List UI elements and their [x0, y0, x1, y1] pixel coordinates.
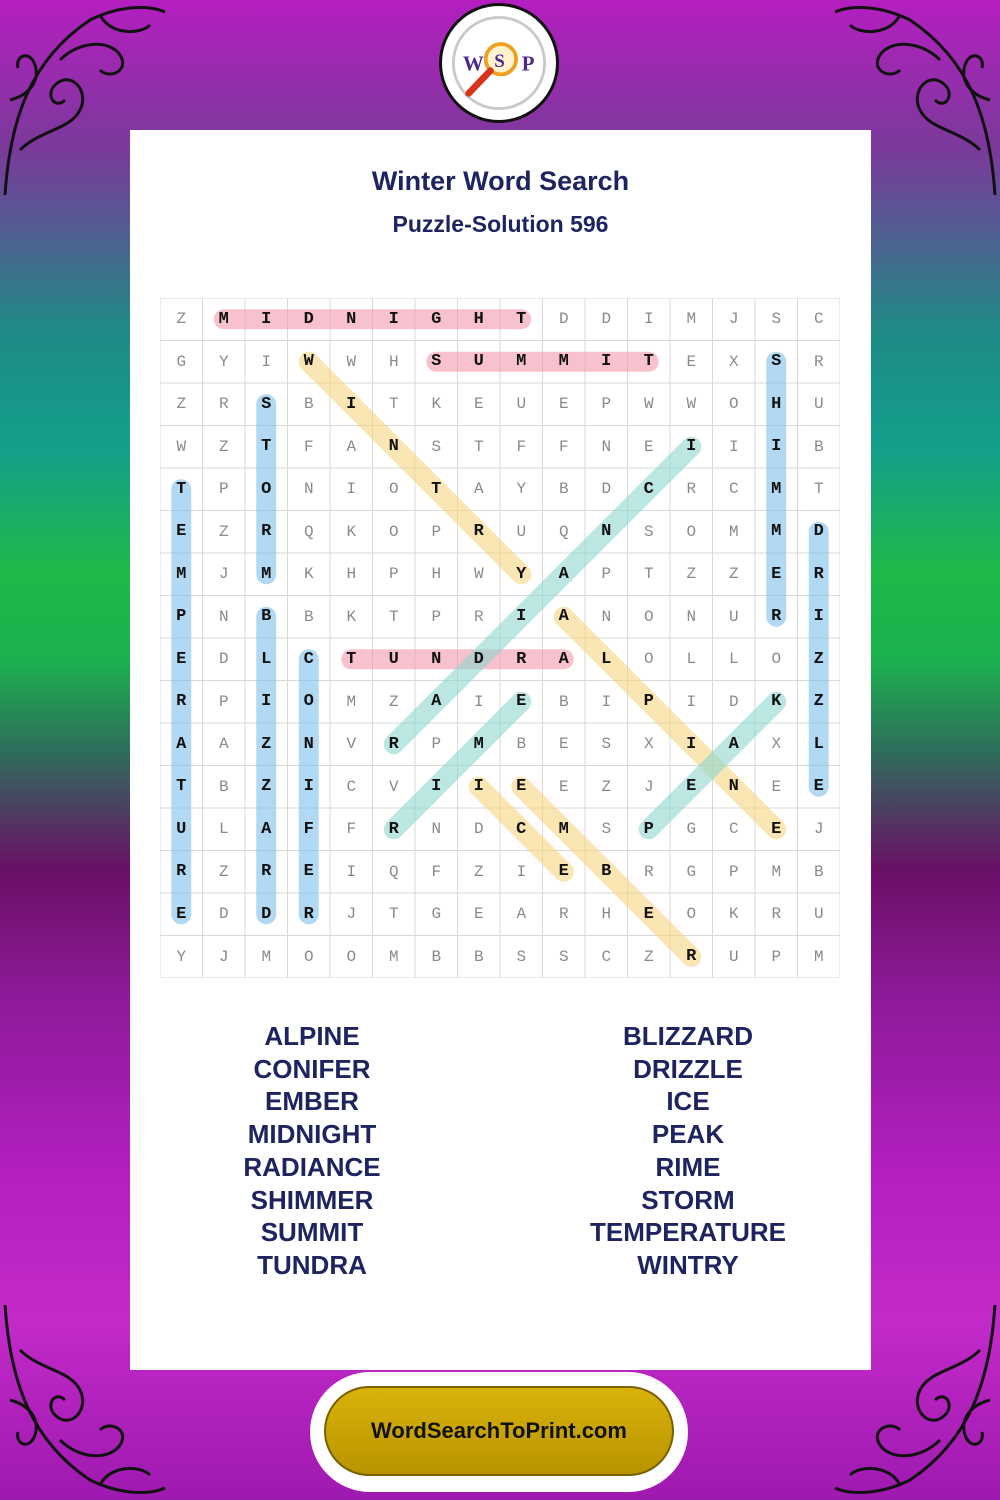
grid-letter[interactable]: Z [728, 565, 739, 584]
grid-letter[interactable]: C [813, 310, 824, 329]
grid-letter[interactable]: B [813, 437, 824, 456]
grid-letter[interactable]: R [473, 607, 484, 626]
grid-letter[interactable]: F [346, 820, 357, 839]
grid-letter[interactable]: E [558, 735, 569, 754]
grid-letter[interactable]: D [218, 905, 229, 924]
grid-letter[interactable]: I [601, 352, 612, 372]
grid-letter[interactable]: I [261, 692, 272, 712]
grid-letter[interactable]: P [728, 862, 739, 881]
grid-letter[interactable]: C [601, 947, 612, 966]
grid-letter[interactable]: X [771, 735, 782, 754]
grid-letter[interactable]: K [771, 692, 782, 712]
grid-letter[interactable]: N [303, 734, 314, 754]
grid-letter[interactable]: E [643, 904, 654, 924]
grid-letter[interactable]: P [601, 565, 612, 584]
grid-letter[interactable]: Y [218, 352, 229, 371]
grid-letter[interactable]: B [261, 607, 272, 627]
grid-letter[interactable]: O [686, 522, 697, 541]
grid-letter[interactable]: R [473, 522, 484, 542]
grid-letter[interactable]: D [473, 649, 484, 669]
grid-letter[interactable]: N [728, 777, 739, 797]
grid-letter[interactable]: H [431, 565, 442, 584]
grid-letter[interactable]: M [728, 522, 739, 541]
grid-letter[interactable]: K [346, 522, 357, 541]
grid-letter[interactable]: Z [261, 734, 272, 754]
word-list-item: RADIANCE [243, 1151, 381, 1182]
word-list-item: SHIMMER [250, 1184, 374, 1215]
grid-letter[interactable]: M [346, 692, 357, 711]
grid-letter[interactable]: H [601, 905, 612, 924]
grid-letter[interactable]: D [218, 650, 229, 669]
grid-letter[interactable]: P [218, 692, 229, 711]
grid-letter[interactable]: M [261, 947, 272, 966]
word-list-item: CONIFER [253, 1053, 371, 1084]
grid-letter[interactable]: S [643, 522, 654, 541]
grid-letter[interactable]: W [473, 565, 484, 584]
grid-letter[interactable]: Y [516, 564, 527, 584]
grid-letter[interactable]: T [643, 352, 654, 372]
grid-letter[interactable]: H [346, 565, 357, 584]
grid-letter[interactable]: X [643, 735, 654, 754]
grid-letter[interactable]: A [728, 734, 739, 754]
grid-letter[interactable]: M [558, 352, 569, 372]
grid-letter[interactable]: Z [218, 862, 229, 881]
grid-letter[interactable]: S [516, 947, 527, 966]
grid-letter[interactable]: T [176, 479, 187, 499]
grid-letter[interactable]: S [431, 437, 442, 456]
grid-letter[interactable]: R [813, 352, 824, 371]
puzzle-card [130, 130, 871, 1370]
word-list-item: RIME [655, 1151, 721, 1182]
grid-cells [160, 298, 840, 978]
grid-letter[interactable]: B [218, 777, 229, 796]
grid-letter[interactable]: D [558, 310, 569, 329]
word-list-left [162, 1020, 462, 1282]
grid-letter[interactable]: J [346, 905, 357, 924]
grid-letter[interactable]: Q [388, 862, 399, 881]
grid-letter[interactable]: C [346, 777, 357, 796]
grid-letter[interactable]: Z [218, 522, 229, 541]
grid-letter[interactable]: U [473, 352, 484, 372]
grid-letter[interactable]: T [388, 395, 399, 414]
grid-letter[interactable]: C [516, 819, 527, 839]
grid-letter[interactable]: R [516, 649, 527, 669]
grid-letter[interactable]: W [346, 352, 357, 371]
grid-letter[interactable]: I [473, 777, 484, 797]
grid-letter[interactable]: I [346, 862, 357, 881]
grid-letter[interactable]: W [686, 395, 697, 414]
grid-letter[interactable]: E [686, 352, 697, 371]
grid-letter[interactable]: A [558, 649, 569, 669]
grid-letter[interactable]: E [176, 522, 187, 542]
word-list-item: EMBER [265, 1086, 359, 1117]
grid-letter[interactable]: E [176, 904, 187, 924]
grid-letter[interactable]: Z [813, 692, 824, 712]
grid-letter[interactable]: M [261, 564, 272, 584]
grid-letter[interactable]: N [388, 437, 399, 457]
word-list-item: ALPINE [264, 1021, 360, 1051]
grid-letter[interactable]: U [176, 819, 187, 839]
logo-letter-w: W [462, 51, 484, 76]
grid-letter[interactable]: M [558, 819, 569, 839]
grid-letter[interactable]: U [813, 905, 824, 924]
grid-letter[interactable]: C [728, 480, 739, 499]
grid-letter[interactable]: P [601, 395, 612, 414]
grid-letter[interactable]: U [813, 395, 824, 414]
grid-letter[interactable]: F [303, 819, 314, 839]
grid-letter[interactable]: E [516, 777, 527, 797]
grid-letter[interactable]: R [176, 862, 187, 882]
grid-letter[interactable]: O [643, 607, 654, 626]
grid-letter[interactable]: O [771, 650, 782, 669]
grid-letter[interactable]: Z [261, 777, 272, 797]
word-list-item: WINTRY [637, 1249, 739, 1280]
grid-letter[interactable]: I [261, 352, 272, 371]
puzzle-title: Winter Word Search [371, 166, 630, 196]
grid-letter[interactable]: R [558, 905, 569, 924]
grid-letter[interactable]: G [176, 352, 187, 371]
grid-letter[interactable]: Z [176, 395, 187, 414]
grid-letter[interactable]: T [813, 480, 824, 499]
grid-letter[interactable]: I [431, 777, 442, 797]
grid-letter[interactable]: A [431, 692, 442, 712]
grid-letter[interactable]: N [346, 309, 357, 329]
footer-badge [310, 1372, 688, 1492]
grid-letter[interactable]: E [813, 777, 824, 797]
grid-letter[interactable]: U [516, 522, 527, 541]
grid-letter[interactable]: F [516, 437, 527, 456]
grid-letter[interactable]: I [303, 777, 314, 797]
grid-letter[interactable]: B [558, 692, 569, 711]
grid-letter[interactable]: D [813, 522, 824, 542]
grid-letter[interactable]: R [261, 862, 272, 882]
grid-letter[interactable]: Q [558, 522, 569, 541]
grid-letter[interactable]: P [176, 607, 187, 627]
grid-letter[interactable]: G [431, 905, 442, 924]
grid-letter[interactable]: R [388, 819, 399, 839]
grid-letter[interactable]: M [771, 479, 782, 499]
grid-letter[interactable]: Y [176, 947, 187, 966]
grid-letter[interactable]: A [558, 607, 569, 627]
grid-letter[interactable]: Z [686, 565, 697, 584]
grid-letter[interactable]: D [303, 309, 314, 329]
grid-letter[interactable]: H [771, 394, 782, 414]
grid-letter[interactable]: U [388, 649, 399, 669]
grid-letter[interactable]: I [728, 437, 739, 456]
grid-letter[interactable]: O [728, 395, 739, 414]
grid-letter[interactable]: A [261, 819, 272, 839]
grid-letter[interactable]: O [303, 947, 314, 966]
grid-letter[interactable]: T [388, 905, 399, 924]
grid-letter[interactable]: I [686, 692, 697, 711]
grid-letter[interactable]: B [473, 947, 484, 966]
grid-letter[interactable]: W [176, 437, 187, 456]
grid-letter[interactable]: R [813, 564, 824, 584]
logo-letter-p: P [521, 51, 535, 76]
grid-letter[interactable]: I [686, 437, 697, 457]
grid-letter[interactable]: T [388, 607, 399, 626]
grid-letter[interactable]: R [686, 480, 697, 499]
grid-letter[interactable]: E [771, 777, 782, 796]
grid-letter[interactable]: T [431, 479, 442, 499]
grid-letter[interactable]: C [643, 479, 654, 499]
grid-letter[interactable]: A [218, 735, 229, 754]
grid-letter[interactable]: Z [643, 947, 654, 966]
grid-letter[interactable]: P [388, 565, 399, 584]
grid-letter[interactable]: E [771, 564, 782, 584]
grid-letter[interactable]: P [643, 819, 654, 839]
grid-letter[interactable]: O [643, 650, 654, 669]
grid-letter[interactable]: C [728, 820, 739, 839]
grid-letter[interactable]: F [303, 437, 314, 456]
logo-letter-s: S [494, 50, 505, 72]
grid-letter[interactable]: M [516, 352, 527, 372]
grid-letter[interactable]: M [771, 522, 782, 542]
grid-letter[interactable]: R [176, 692, 187, 712]
grid-letter[interactable]: I [261, 309, 272, 329]
grid-letter[interactable]: V [388, 777, 399, 796]
grid-letter[interactable]: D [261, 904, 272, 924]
grid-letter[interactable]: B [303, 395, 314, 414]
grid-letter[interactable]: J [218, 565, 229, 584]
grid-letter[interactable]: E [473, 395, 484, 414]
grid-letter[interactable]: N [431, 820, 442, 839]
grid-letter[interactable]: B [303, 607, 314, 626]
grid-letter[interactable]: W [303, 352, 314, 372]
grid-letter[interactable]: T [346, 649, 357, 669]
grid-letter[interactable]: R [771, 905, 782, 924]
grid-letter[interactable]: I [643, 310, 654, 329]
grid-letter[interactable]: L [686, 650, 697, 669]
grid-letter[interactable]: K [728, 905, 739, 924]
grid-letter[interactable]: L [218, 820, 229, 839]
grid-letter[interactable]: N [431, 649, 442, 669]
grid-letter[interactable]: P [431, 607, 442, 626]
grid-letter[interactable]: Z [388, 692, 399, 711]
word-list-item: MIDNIGHT [247, 1119, 377, 1150]
grid-letter[interactable]: Z [601, 777, 612, 796]
grid-letter[interactable]: J [813, 820, 824, 839]
grid-letter[interactable]: J [218, 947, 229, 966]
grid-letter[interactable]: S [558, 947, 569, 966]
grid-letter[interactable]: A [516, 905, 527, 924]
grid-letter[interactable]: P [218, 480, 229, 499]
grid-letter[interactable]: I [601, 692, 612, 711]
grid-letter[interactable]: N [601, 522, 612, 542]
grid-letter[interactable]: G [686, 862, 697, 881]
grid-letter[interactable]: D [473, 820, 484, 839]
grid-letter[interactable]: Z [176, 310, 187, 329]
word-list-item: ICE [666, 1086, 710, 1117]
grid-letter[interactable]: S [601, 735, 612, 754]
grid-letter[interactable]: U [728, 607, 739, 626]
word-list-right [538, 1020, 838, 1282]
grid-letter[interactable]: R [771, 607, 782, 627]
grid-letter[interactable]: D [601, 310, 612, 329]
grid-letter[interactable]: R [686, 947, 697, 967]
grid-letter[interactable]: T [516, 309, 527, 329]
grid-letter[interactable]: A [558, 564, 569, 584]
grid-letter[interactable]: N [601, 607, 612, 626]
grid-letter[interactable]: M [388, 947, 399, 966]
grid-letter[interactable]: U [728, 947, 739, 966]
grid-letter[interactable]: E [686, 777, 697, 797]
grid-letter[interactable]: O [388, 522, 399, 541]
grid-letter[interactable]: P [771, 947, 782, 966]
grid-letter[interactable]: I [516, 607, 527, 627]
word-list-item: BLIZZARD [623, 1021, 753, 1051]
grid-letter[interactable]: M [218, 309, 229, 329]
grid-letter[interactable]: J [728, 310, 739, 329]
grid-letter[interactable]: I [686, 734, 697, 754]
grid-letter[interactable]: G [431, 309, 442, 329]
grid-letter[interactable]: M [771, 862, 782, 881]
grid-letter[interactable]: K [303, 565, 314, 584]
grid-letter[interactable]: C [303, 649, 314, 669]
grid-letter[interactable]: E [643, 437, 654, 456]
grid-letter[interactable]: E [558, 395, 569, 414]
grid-letter[interactable]: T [473, 437, 484, 456]
grid-letter[interactable]: P [431, 522, 442, 541]
grid-letter[interactable]: B [601, 862, 612, 882]
grid-letter[interactable]: H [388, 352, 399, 371]
grid-letter[interactable]: S [261, 394, 272, 414]
grid-letter[interactable]: E [176, 649, 187, 669]
grid-letter[interactable]: U [516, 395, 527, 414]
grid-letter[interactable]: I [473, 692, 484, 711]
grid-letter[interactable]: B [431, 947, 442, 966]
grid-letter[interactable]: R [388, 734, 399, 754]
grid-letter[interactable]: R [303, 904, 314, 924]
wsp-logo [439, 3, 559, 123]
grid-letter[interactable]: H [473, 309, 484, 329]
grid-letter[interactable]: I [346, 394, 357, 414]
grid-letter[interactable]: Y [516, 480, 527, 499]
grid-letter[interactable]: S [601, 820, 612, 839]
grid-letter[interactable]: X [728, 352, 739, 371]
word-list-item: DRIZZLE [633, 1053, 743, 1084]
grid-letter[interactable]: R [218, 395, 229, 414]
grid-letter[interactable]: V [346, 735, 357, 754]
letter-grid [160, 298, 840, 978]
grid-letter[interactable]: E [473, 905, 484, 924]
grid-letter[interactable]: Z [218, 437, 229, 456]
grid-letter[interactable]: Q [303, 522, 314, 541]
grid-letter[interactable]: L [813, 734, 824, 754]
grid-letter[interactable]: O [261, 479, 272, 499]
grid-letter[interactable]: M [813, 947, 824, 966]
grid-letter[interactable]: L [728, 650, 739, 669]
grid-letter[interactable]: K [346, 607, 357, 626]
grid-letter[interactable]: A [176, 734, 187, 754]
grid-letter[interactable]: W [643, 395, 654, 414]
grid-letter[interactable]: I [813, 607, 824, 627]
grid-letter[interactable]: I [346, 480, 357, 499]
grid-letter[interactable]: N [686, 607, 697, 626]
grid-letter[interactable]: N [303, 480, 314, 499]
word-list-item: TEMPERATURE [590, 1217, 786, 1248]
grid-letter[interactable]: B [813, 862, 824, 881]
grid-letter[interactable]: O [686, 905, 697, 924]
grid-letter[interactable]: P [431, 735, 442, 754]
grid-letter[interactable]: A [346, 437, 357, 456]
grid-letter[interactable]: E [558, 862, 569, 882]
site-link[interactable]: WordSearchToPrint.com [324, 1386, 674, 1476]
grid-letter[interactable]: D [728, 692, 739, 711]
grid-letter[interactable]: I [771, 437, 782, 457]
grid-letter[interactable]: E [516, 692, 527, 712]
grid-letter[interactable]: B [558, 480, 569, 499]
grid-letter[interactable]: T [261, 437, 272, 457]
grid-letter[interactable]: J [643, 777, 654, 796]
grid-letter[interactable]: B [516, 735, 527, 754]
word-list-item: TUNDRA [257, 1249, 367, 1280]
grid-letter[interactable]: T [176, 777, 187, 797]
grid-letter[interactable]: M [473, 734, 484, 754]
grid-letter[interactable]: Z [813, 649, 824, 669]
grid-letter[interactable]: R [643, 862, 654, 881]
grid-letter[interactable]: S [771, 310, 782, 329]
grid-letter[interactable]: S [431, 352, 442, 372]
grid-letter[interactable]: P [643, 692, 654, 712]
grid-letter[interactable]: O [388, 480, 399, 499]
grid-letter[interactable]: D [601, 480, 612, 499]
grid-letter[interactable]: F [558, 437, 569, 456]
grid-letter[interactable]: T [643, 565, 654, 584]
grid-letter[interactable]: F [431, 862, 442, 881]
grid-letter[interactable]: N [601, 437, 612, 456]
grid-letter[interactable]: E [558, 777, 569, 796]
word-list-item: PEAK [651, 1119, 725, 1150]
grid-letter[interactable]: R [261, 522, 272, 542]
grid-letter[interactable]: E [771, 819, 782, 839]
grid-letter[interactable]: K [431, 395, 442, 414]
grid-letter[interactable]: O [346, 947, 357, 966]
grid-letter[interactable]: A [473, 480, 484, 499]
grid-letter[interactable]: I [516, 862, 527, 881]
word-list-item: STORM [641, 1184, 735, 1215]
word-list-item: SUMMIT [260, 1217, 364, 1248]
grid-letter[interactable]: L [261, 649, 272, 669]
puzzle-subtitle: Puzzle-Solution 596 [392, 211, 609, 237]
grid-letter[interactable]: L [601, 649, 612, 669]
grid-letter[interactable]: I [388, 309, 399, 329]
grid-letter[interactable]: E [303, 862, 314, 882]
grid-letter[interactable]: N [218, 607, 229, 626]
grid-letter[interactable]: M [176, 564, 187, 584]
grid-letter[interactable]: Z [473, 862, 484, 881]
grid-letter[interactable]: G [686, 820, 697, 839]
grid-letter[interactable]: O [303, 692, 314, 712]
grid-letter[interactable]: S [771, 352, 782, 372]
grid-letter[interactable]: M [686, 310, 697, 329]
